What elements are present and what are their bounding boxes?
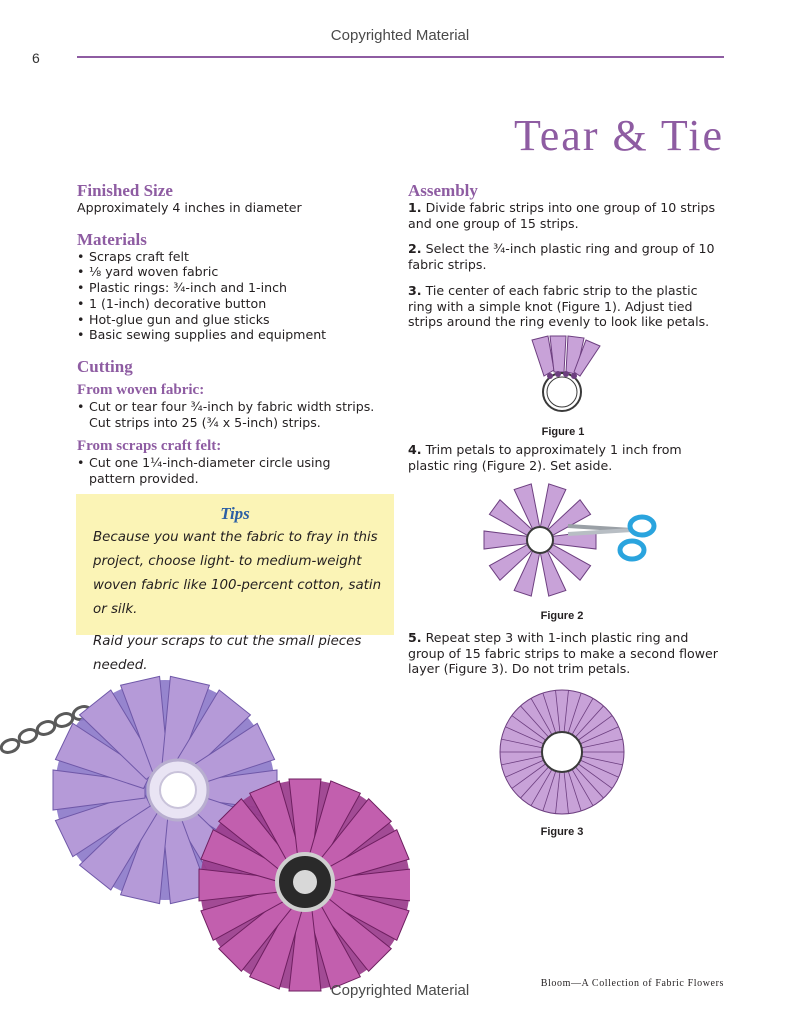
fabric-flower-photo <box>0 650 410 1024</box>
felt-line-1: Cut one 1¼-inch-diameter circle using <box>89 455 331 471</box>
step-text: Divide fabric strips into one group of 10 strips and one group of 15 strips. <box>408 200 716 231</box>
list-item: • Basic sewing supplies and equipment <box>77 327 395 343</box>
step-number: 5. <box>408 630 422 645</box>
step-1 <box>408 200 726 231</box>
copyright-notice-bottom: Copyrighted Material <box>330 982 470 999</box>
assembly-heading: Assembly <box>408 181 478 200</box>
page-number: 6 <box>32 50 40 66</box>
step-text: Repeat step 3 with 1-inch plastic ring and group of 15 fabric strips to make a second flower layer (Figure 3). Do not trim petals. <box>408 630 718 677</box>
materials-list <box>77 249 395 343</box>
header-rule <box>77 56 724 58</box>
step-text: Select the ¾-inch plastic ring and group of 10 fabric strips. <box>408 241 715 273</box>
felt-cutting-list <box>77 455 395 486</box>
figure-1-illustration <box>520 334 606 418</box>
tips-paragraph-2: Raid your scraps to cut the small pieces needed. <box>93 634 362 673</box>
step-number: 1. <box>408 200 422 215</box>
finished-size-text: Approximately 4 inches in diameter <box>77 200 302 215</box>
figure-3-illustration <box>498 688 626 816</box>
list-item <box>77 455 395 486</box>
finished-size-heading: Finished Size <box>77 181 173 200</box>
list-item: • Scraps craft felt <box>77 249 395 265</box>
book-title-footer: Bloom—A Collection of Fabric Flowers <box>540 978 724 989</box>
woven-cutting-list <box>77 399 395 430</box>
step-text: Trim petals to approximately 1 inch from plastic ring (Figure 2). Set aside. <box>408 442 682 473</box>
figure-2-caption: Figure 2 <box>540 610 584 622</box>
list-item: • Plastic rings: ¾-inch and 1-inch <box>77 280 395 296</box>
woven-fabric-heading: From woven fabric: <box>77 381 205 398</box>
list-item: • Hot-glue gun and glue sticks <box>77 312 395 328</box>
step-number: 3. <box>408 282 422 298</box>
page-title: Tear & Tie <box>513 111 724 160</box>
step-4 <box>408 442 726 473</box>
list-item <box>77 399 395 430</box>
woven-line-1: Cut or tear four ¾-inch by fabric width strips. <box>89 398 375 414</box>
woven-line-2: Cut strips into 25 (¾ x 5-inch) strips. <box>89 414 321 430</box>
felt-heading: From scraps craft felt: <box>77 438 222 455</box>
felt-line-2: pattern provided. <box>89 471 199 487</box>
step-text: Tie center of each fabric strip to the plastic ring with a simple knot (Figure 1). Adjust tied strips around the ring evenly to look like petals. <box>408 282 710 330</box>
right-column <box>408 181 726 330</box>
list-item: • ⅛ yard woven fabric <box>77 264 395 280</box>
tips-box <box>76 494 394 673</box>
materials-heading: Materials <box>77 229 147 249</box>
step-number: 4. <box>408 442 422 457</box>
figure-3-caption: Figure 3 <box>540 826 584 838</box>
step-2 <box>408 241 726 272</box>
figure-2-illustration <box>482 480 662 600</box>
left-column <box>77 181 395 487</box>
flower-small-icon <box>199 779 410 991</box>
list-item: • 1 (1-inch) decorative button <box>77 296 395 312</box>
copyright-notice-top: Copyrighted Material <box>330 27 470 44</box>
step-3 <box>408 283 726 330</box>
step-5 <box>408 630 726 677</box>
cutting-heading: Cutting <box>77 356 133 376</box>
step-number: 2. <box>408 241 422 257</box>
figure-1-caption: Figure 1 <box>541 426 585 438</box>
tips-title: Tips <box>220 504 250 523</box>
tips-paragraph-1: Because you want the fabric to fray in this project, choose light- to medium-weight woven fabric like 100-percent cotton, satin or silk. <box>93 530 382 617</box>
